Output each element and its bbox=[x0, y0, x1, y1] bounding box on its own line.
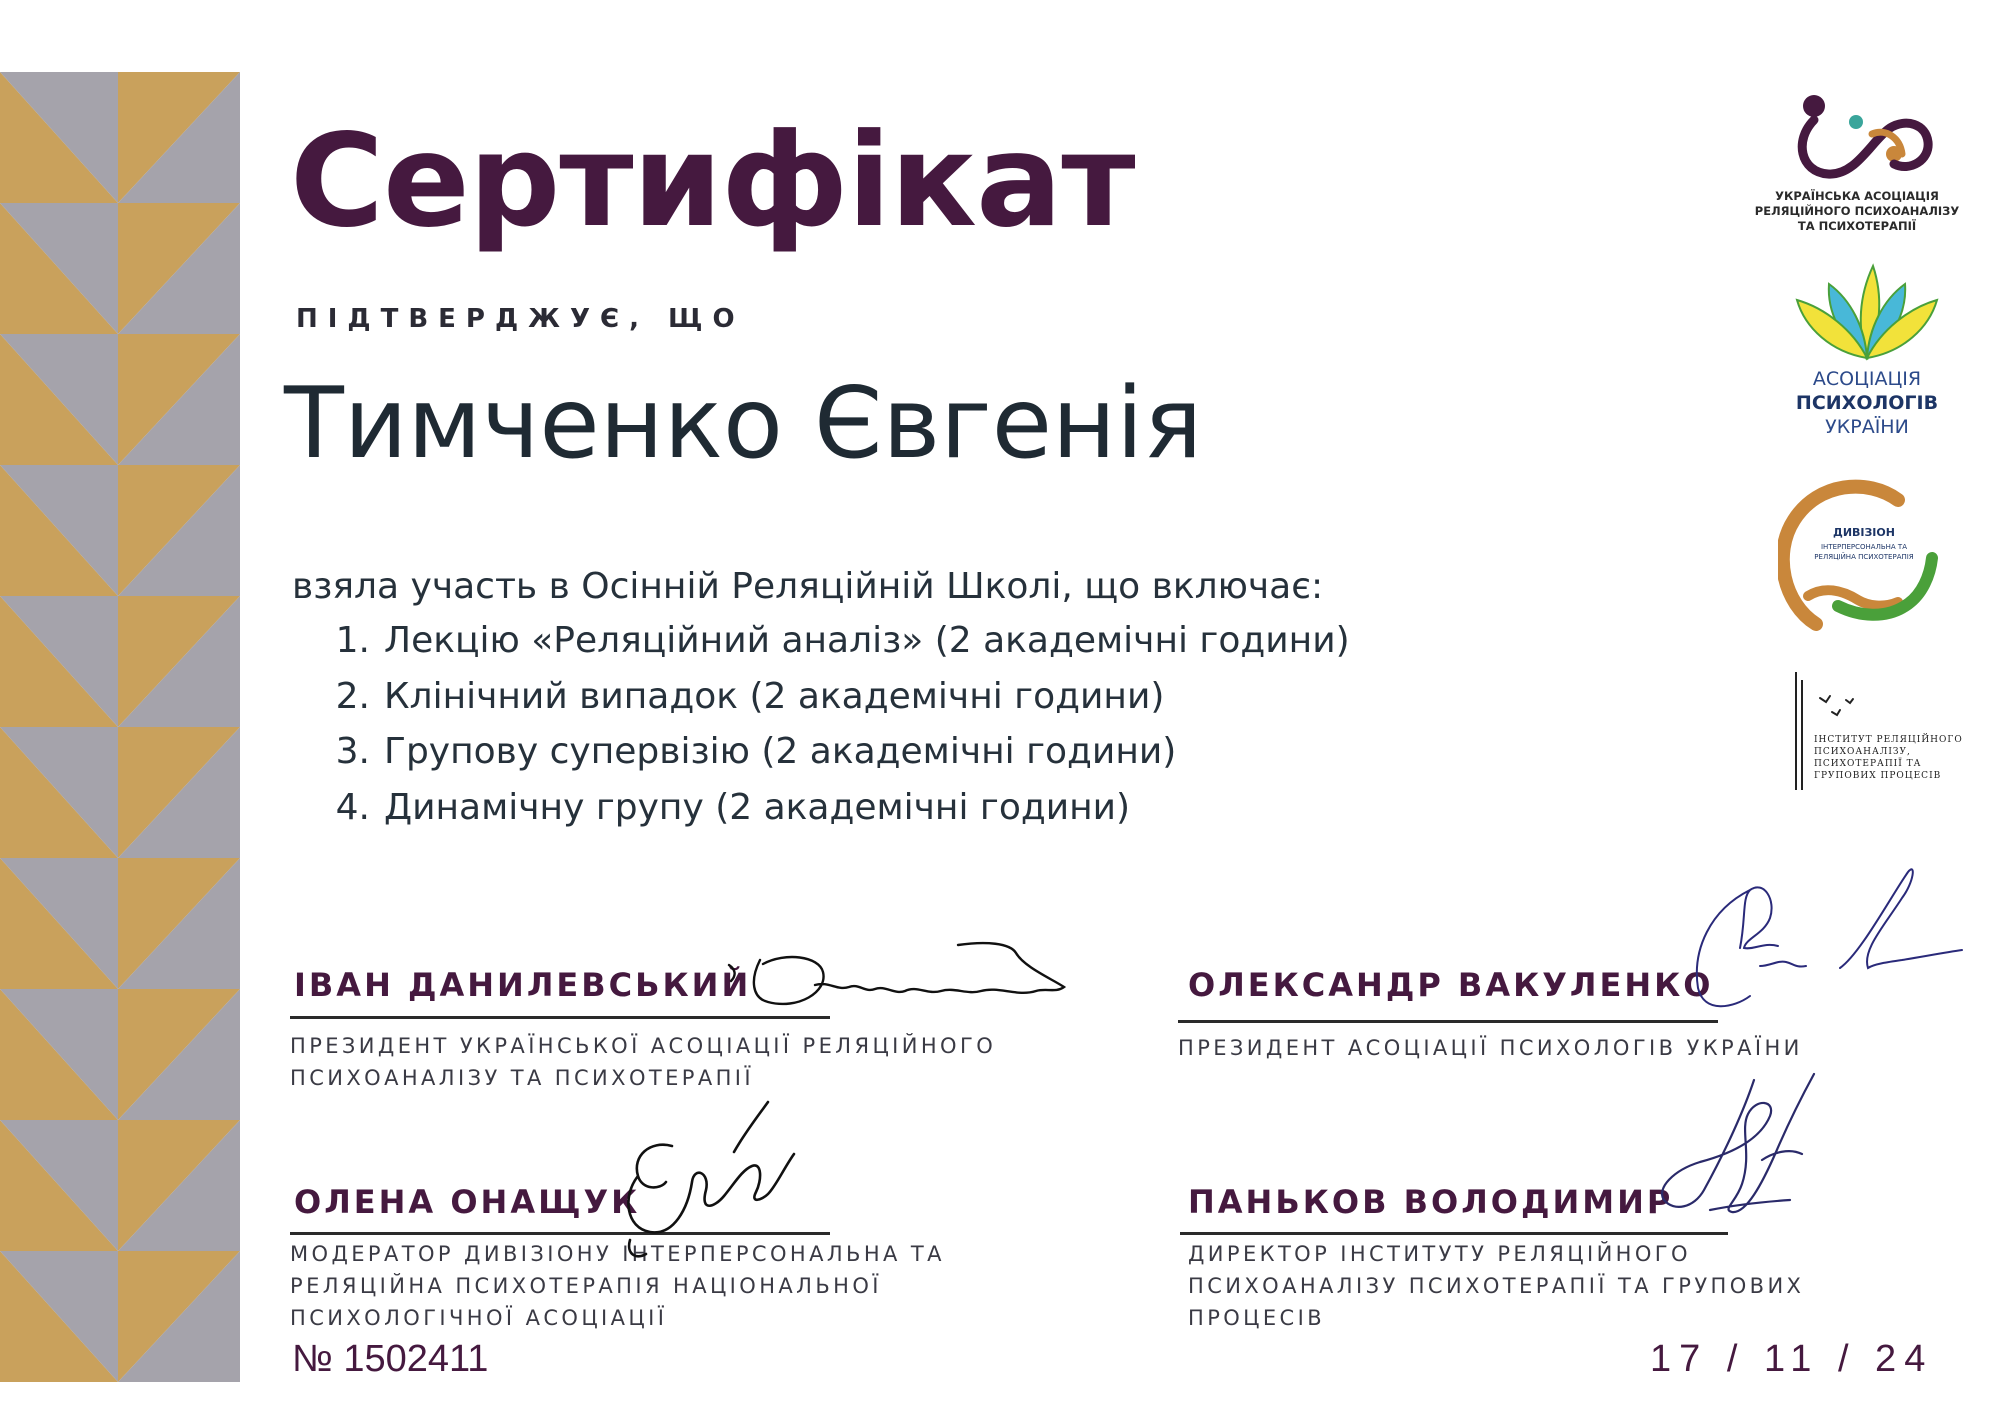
issue-date: 17 / 11 / 24 bbox=[1650, 1338, 1934, 1380]
program-item-number: 3. bbox=[335, 731, 370, 772]
program-item-text: Клінічний випадок (2 академічні години) bbox=[384, 675, 1165, 717]
certificate-number: № 1502411 bbox=[292, 1338, 489, 1380]
certificate-subtitle: ПІДТВЕРДЖУЄ, ЩО bbox=[296, 304, 745, 334]
program-list bbox=[318, 620, 1350, 842]
signatory-2-role: ПРЕЗИДЕНТ АСОЦІАЦІЇ ПСИХОЛОГІВ УКРАЇНИ bbox=[1178, 1036, 1803, 1060]
signatory-2-name: ОЛЕКСАНДР ВАКУЛЕНКО bbox=[1188, 966, 1714, 1004]
program-item bbox=[318, 787, 1350, 843]
logo-apu-line3: УКРАЇНИ bbox=[1825, 416, 1909, 438]
program-item-text: Лекцію «Реляційний аналіз» (2 академічні години) bbox=[384, 620, 1350, 661]
signatory-4-name: ПАНЬКОВ ВОЛОДИМИР bbox=[1188, 1183, 1674, 1221]
signatory-1-name: ІВАН ДАНИЛЕВСЬКИЙ bbox=[294, 966, 752, 1004]
logo-institute-text: ІНСТИТУТ РЕЛЯЦІЙНОГО ПСИХОАНАЛІЗУ, ПСИХОТЕРАПІЇ ТА ГРУПОВИХ ПРОЦЕСІВ bbox=[1814, 735, 1963, 781]
chevron-border-pattern bbox=[0, 72, 240, 1382]
program-item-text: Групову супервізію (2 академічні години) bbox=[384, 731, 1177, 772]
program-item-number: 1. bbox=[335, 620, 370, 661]
logo-uarp-text: УКРАЇНСЬКА АСОЦІАЦІЯ РЕЛЯЦІЙНОГО ПСИХОАНАЛІЗУ ТА ПСИХОТЕРАПІЇ bbox=[1754, 189, 1960, 233]
infinity-figures-icon bbox=[1752, 84, 1962, 184]
signature-3-image bbox=[610, 1090, 840, 1260]
logo-apu bbox=[1792, 258, 1942, 439]
signature-2-image bbox=[1680, 868, 1940, 1018]
logo-apu-line2: ПСИХОЛОГІВ bbox=[1795, 392, 1939, 414]
program-item-number: 2. bbox=[335, 675, 370, 717]
logo-institute bbox=[1790, 672, 1980, 792]
program-item bbox=[318, 620, 1350, 676]
logo-apu-line1: АСОЦІАЦІЯ bbox=[1812, 368, 1922, 390]
signatory-1-line bbox=[290, 1016, 830, 1019]
logo-division-text: ІНТЕРПЕРСОНАЛЬНА ТА РЕЛЯЦІЙНА ПСИХОТЕРАПІЯ bbox=[1814, 543, 1914, 561]
signature-4-image bbox=[1650, 1060, 1840, 1230]
logo-division-title: ДИВІЗІОН bbox=[1833, 526, 1895, 539]
signatory-3-role: МОДЕРАТОР ДИВІЗІОНУ ІНТЕРПЕРСОНАЛЬНА ТА РЕЛЯЦІЙНА ПСИХОТЕРАПІЯ НАЦІОНАЛЬНОЇ ПСИХОЛОГІЧНОЇ АСОЦІАЦІЇ bbox=[290, 1242, 945, 1330]
program-item-text: Динамічну групу (2 академічні години) bbox=[384, 786, 1131, 828]
signatory-2-line bbox=[1178, 1020, 1718, 1023]
logo-division bbox=[1778, 478, 1938, 638]
signatory-4-role: ДИРЕКТОР ІНСТИТУТУ РЕЛЯЦІЙНОГО ПСИХОАНАЛІЗУ ПСИХОТЕРАПІЇ ТА ГРУПОВИХ ПРОЦЕСІВ bbox=[1188, 1242, 1805, 1330]
signature-1-image bbox=[725, 905, 1125, 1015]
signatory-4-line bbox=[1180, 1232, 1728, 1235]
lotus-icon bbox=[1792, 258, 1942, 362]
signatory-3-name: ОЛЕНА ОНАЩУК bbox=[294, 1183, 641, 1221]
certificate-title: Сертифікат bbox=[290, 107, 1135, 256]
logo-uarp bbox=[1752, 84, 1962, 234]
program-item bbox=[318, 676, 1350, 732]
participation-intro: взяла участь в Осінній Реляційній Школі, що включає: bbox=[292, 566, 1324, 607]
program-item-number: 4. bbox=[335, 786, 370, 828]
recipient-name: Тимченко Євгенія bbox=[284, 367, 1203, 481]
signatory-1-role: ПРЕЗИДЕНТ УКРАЇНСЬКОЇ АСОЦІАЦІЇ РЕЛЯЦІЙНОГО ПСИХОАНАЛІЗУ ТА ПСИХОТЕРАПІЇ bbox=[290, 1034, 997, 1090]
program-item bbox=[318, 731, 1350, 787]
